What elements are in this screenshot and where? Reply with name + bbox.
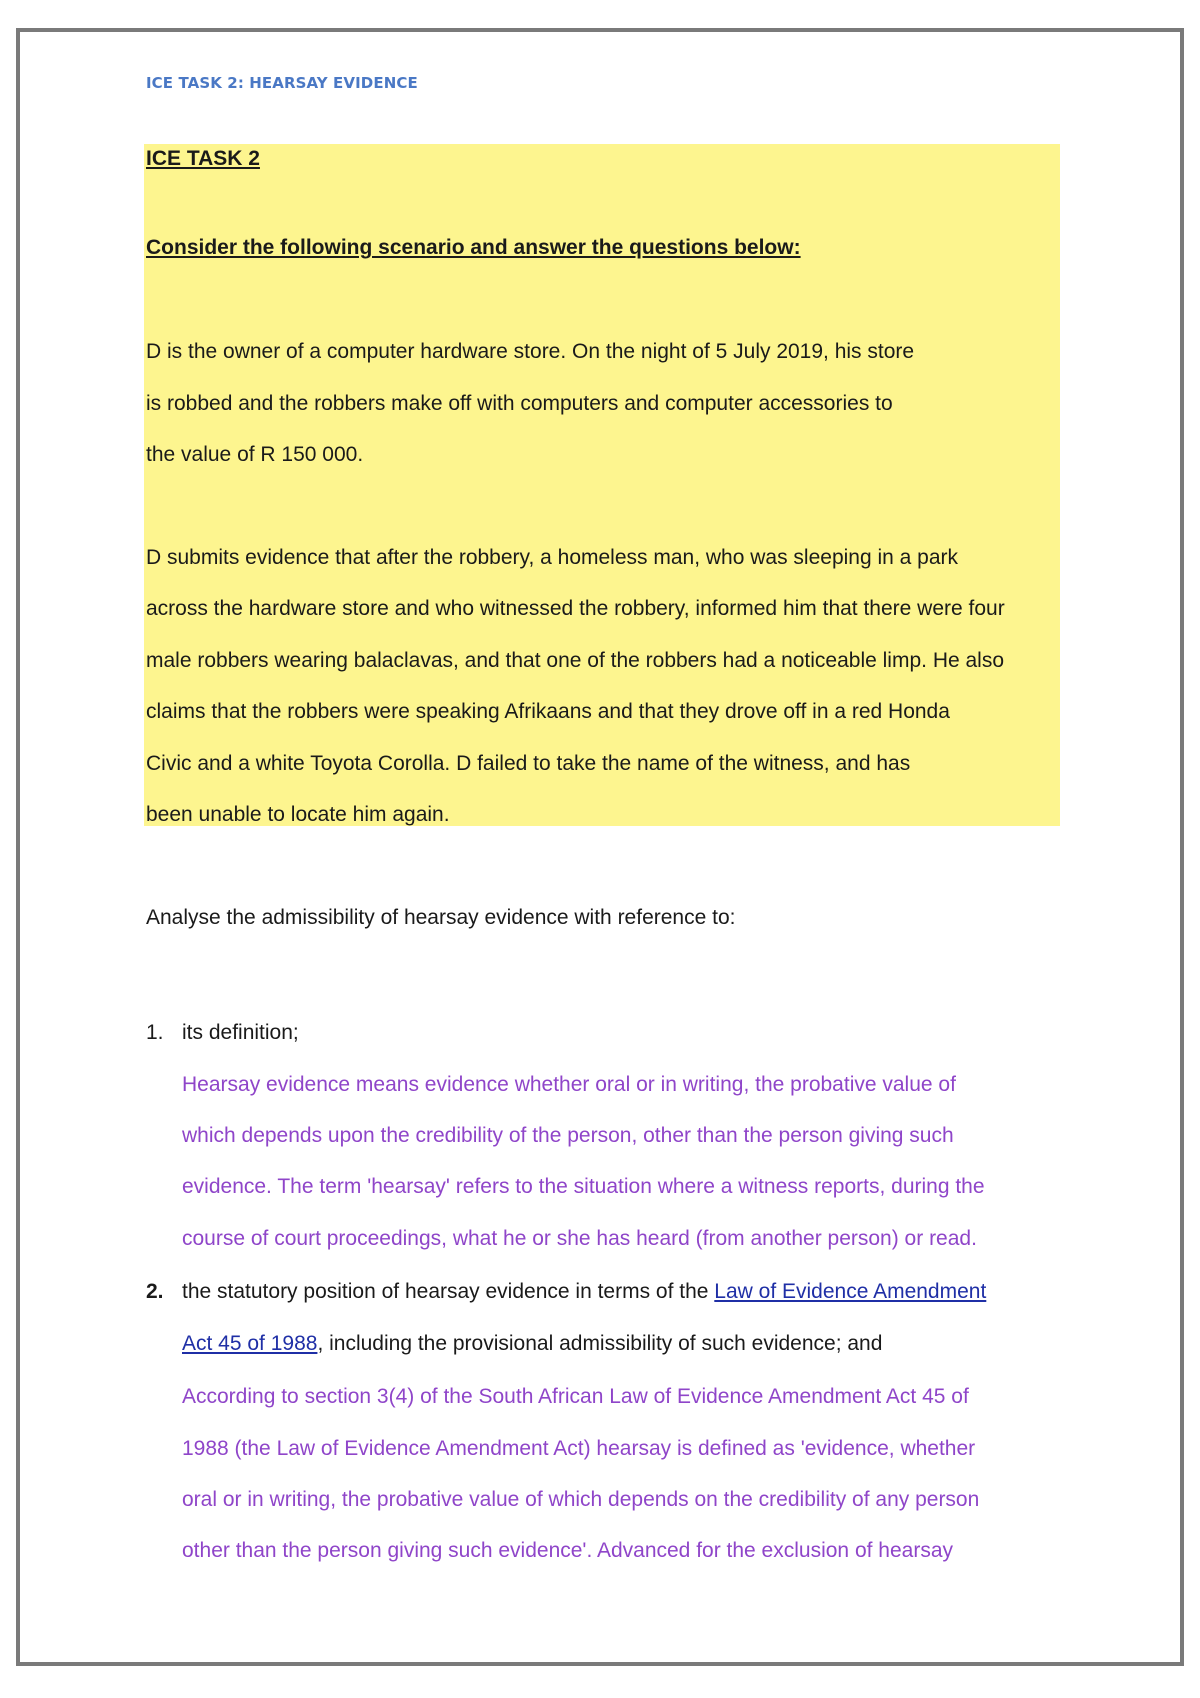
scenario-line: across the hardware store and who witnessed the robbery, informed him that there were four	[146, 597, 1005, 620]
list-item-2-text-before-link: the statutory position of hearsay evidence in terms of the	[182, 1280, 715, 1303]
scenario-line: D submits evidence that after the robbery, a homeless man, who was sleeping in a park	[146, 546, 959, 569]
scenario-line: the value of R 150 000.	[146, 443, 364, 466]
answer-line: According to section 3(4) of the South African Law of Evidence Amendment Act 45 of	[182, 1385, 969, 1408]
list-item-2-text-after-link: , including the provisional admissibility of such evidence; and	[317, 1332, 883, 1355]
scenario-line: claims that the robbers were speaking Afrikaans and that they drove off in a red Honda	[146, 700, 950, 723]
scenario-line: male robbers wearing balaclavas, and that one of the robbers had a noticeable limp. He also	[146, 649, 1005, 672]
list-item-2-text	[182, 1279, 986, 1305]
list-item-2-text-cont	[182, 1331, 882, 1357]
question-intro: Analyse the admissibility of hearsay evidence with reference to:	[146, 906, 736, 929]
answer-line: oral or in writing, the probative value of which depends on the credibility of any person	[182, 1488, 980, 1511]
answer-line: 1988 (the Law of Evidence Amendment Act) hearsay is defined as 'evidence, whether	[182, 1437, 976, 1460]
task-instruction: Consider the following scenario and answer the questions below:	[146, 236, 801, 259]
list-number-1: 1.	[146, 1021, 164, 1044]
scenario-line: is robbed and the robbers make off with computers and computer accessories to	[146, 392, 893, 415]
document-header-title: ICE TASK 2: HEARSAY EVIDENCE	[146, 74, 418, 92]
act-link-part1[interactable]: Law of Evidence Amendment	[714, 1280, 987, 1303]
scenario-line: D is the owner of a computer hardware store. On the night of 5 July 2019, his store	[146, 340, 915, 363]
list-number-2: 2.	[146, 1280, 164, 1303]
answer-line: other than the person giving such evidence'. Advanced for the exclusion of hearsay	[182, 1539, 954, 1562]
answer-line: which depends upon the credibility of the person, other than the person giving such	[182, 1124, 954, 1147]
list-item-1-text: its definition;	[182, 1021, 299, 1044]
task-heading: ICE TASK 2	[146, 147, 260, 170]
act-link-part2[interactable]: Act 45 of 1988	[182, 1332, 318, 1355]
scenario-line: Civic and a white Toyota Corolla. D failed to take the name of the witness, and has	[146, 752, 911, 775]
answer-line: course of court proceedings, what he or she has heard (from another person) or read.	[182, 1227, 977, 1250]
answer-line: evidence. The term 'hearsay' refers to the situation where a witness reports, during the	[182, 1175, 985, 1198]
scenario-line: been unable to locate him again.	[146, 803, 450, 826]
answer-line: Hearsay evidence means evidence whether oral or in writing, the probative value of	[182, 1073, 956, 1096]
